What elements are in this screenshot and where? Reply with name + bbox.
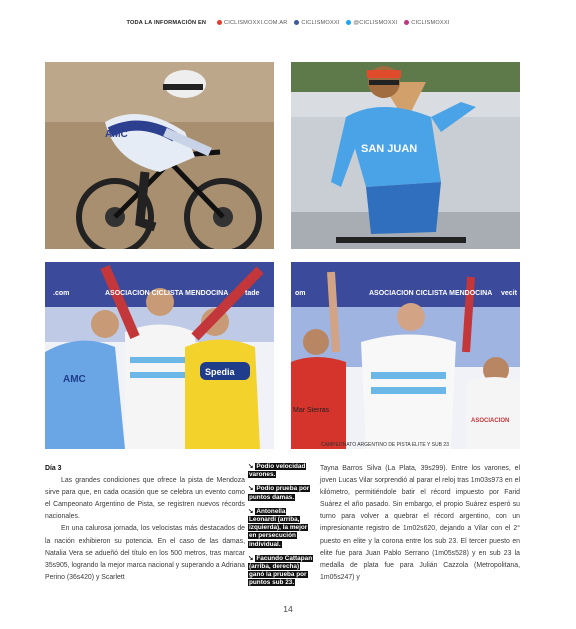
- caption-3: [248, 508, 314, 549]
- twitter-link[interactable]: @CICLISMOXXI: [346, 20, 397, 26]
- article-column-2: [320, 463, 520, 584]
- banner-right-text: vecit: [501, 290, 517, 297]
- arrow-icon: ↘: [248, 554, 254, 562]
- photo-podium-women: [291, 262, 520, 449]
- photo-track-cyclist-art: [45, 62, 274, 249]
- banner-text: ASOCIACION CICLISTA MENDOCINA: [105, 290, 229, 297]
- twitter-icon: [346, 20, 351, 25]
- banner-left-text: .com: [53, 290, 70, 297]
- caption-1: [248, 463, 314, 479]
- arrow-icon: ↘: [248, 463, 254, 470]
- instagram-link[interactable]: CICLISMOXXI: [404, 20, 449, 26]
- banner-right-text: tade: [245, 290, 260, 297]
- jersey-text-san-juan: SAN JUAN: [361, 143, 418, 155]
- jersey-text-amc: AMC: [105, 129, 128, 140]
- jersey-text-asociacion: ASOCIACION: [471, 418, 510, 424]
- photo-san-juan-cyclist: [291, 62, 520, 249]
- photo-captions: [248, 463, 314, 594]
- photo-san-juan-cyclist-art: [291, 62, 520, 249]
- header-bar: [0, 20, 576, 26]
- photo-podium-men: [45, 262, 274, 449]
- photo-podium-men-art: [45, 262, 274, 449]
- header-lead: TODA LA INFORMACIÓN EN: [126, 20, 207, 26]
- caption-text: Podio prueba por puntos damas.: [249, 485, 310, 501]
- website-link[interactable]: CICLISMOXXI.COM.AR: [217, 20, 288, 26]
- caption-text: Podio velocidad varones.: [249, 463, 306, 479]
- banner-left-text: om: [295, 290, 306, 297]
- caption-text: Facundo Cattapan (arriba, derecha) ganó la prueba por puntos sub 23.: [249, 554, 313, 587]
- section-heading: Día 3: [45, 465, 62, 472]
- arrow-icon: ↘: [248, 507, 254, 515]
- caption-text: Antonella Leonardi (arriba, izquierda), la mejor en persecución individual.: [249, 507, 308, 548]
- instagram-icon: [404, 20, 409, 25]
- caption-2: [248, 485, 314, 501]
- photo-podium-women-art: [291, 262, 520, 449]
- jersey-text-amc: AMC: [63, 374, 86, 385]
- page-number: 14: [283, 604, 293, 614]
- paragraph-3: Tayna Barros Silva (La Plata, 39s299). Entre los varones, el joven Lucas Vilar sorprendió al parar el reloj tras 1m03s973 en el kilómetro, permitiéndole batir el récord impuesto por Farid Suárez el año pasado. Sin embargo, el propio Suárez esperó su turno para volver a quebrar el récord argentino, con un impresionante registro de 1m02s620, dejando a Vilar con el 2° puesto en elite y la corona entre los sub 23. El tercer puesto en elite fue para Juan Pablo Serrano (1m05s528) y en sub 23 la medalla de plata fue para Julián Cazzola (Metropolitana, 1m05s247) y: [320, 465, 520, 581]
- facebook-link[interactable]: CICLISMOXXI: [294, 20, 339, 26]
- facebook-icon: [294, 20, 299, 25]
- banner-text: ASOCIACION CICLISTA MENDOCINA: [369, 290, 493, 297]
- arrow-icon: ↘: [248, 485, 254, 493]
- globe-icon: [217, 20, 222, 25]
- side-text: Mar Sierras: [293, 407, 330, 414]
- paragraph-1: Las grandes condiciones que ofrece la pista de Mendoza sirve para que, en cada ocasión que se celebra un evento como el Campeonato Argentino de Pista, se registren nuevos récords nacionales.: [45, 477, 245, 521]
- caption-4: [248, 555, 314, 588]
- event-text: CAMPEONATO ARGENTINO DE PISTA ELITE Y SUB 23: [321, 442, 449, 448]
- sponsor-text: Spedia: [205, 367, 235, 377]
- photo-track-cyclist: [45, 62, 274, 249]
- paragraph-2: En una calurosa jornada, los velocistas más destacados de la nación exhibieron su potencia. En el caso de las damas, Natalia Vera se adueñó del título en los 500 metros, tras marcar 35s905, logrando la mejor marca nacional y superando a Adriana Perino (36s420) y Scarlett: [45, 525, 245, 581]
- article-column-1: [45, 463, 245, 584]
